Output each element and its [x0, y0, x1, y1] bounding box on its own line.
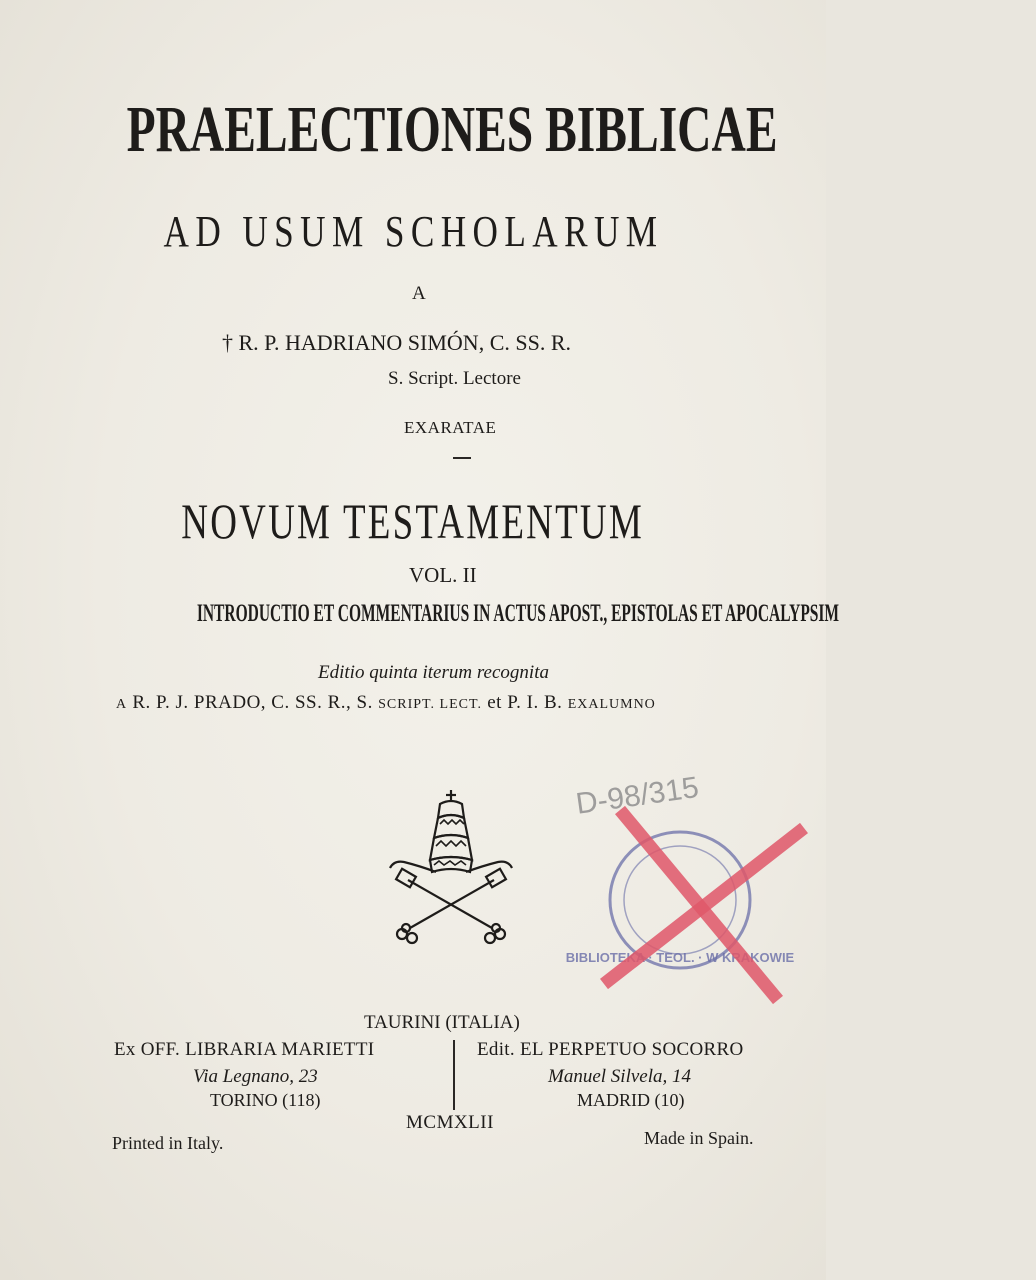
- editor-line: [116, 692, 656, 714]
- author-name: † R. P. HADRIANO SIMÓN, C. SS. R.: [222, 330, 572, 355]
- book-subtitle: AD USUM SCHOLARUM: [163, 207, 663, 256]
- imprint-year: MCMXLII: [406, 1112, 494, 1133]
- exaratae-line: EXARATAE: [404, 418, 497, 437]
- by-line: A: [412, 283, 426, 304]
- short-divider: [453, 457, 471, 459]
- address-right: Manuel Silvela, 14: [548, 1066, 691, 1087]
- publisher-left: Ex OFF. LIBRARIA MARIETTI: [114, 1039, 375, 1060]
- volume-number: VOL. II: [409, 563, 477, 587]
- stamp-text: BIBLIOTEKA · TEOL. · W KRAKOWIE: [565, 950, 795, 965]
- imprint-divider: [453, 1040, 455, 1110]
- section-title: NOVUM TESTAMENTUM: [181, 493, 645, 549]
- author-role: S. Script. Lectore: [388, 368, 521, 389]
- editor-prefix: A: [116, 697, 128, 712]
- editor-and: et P. I. B.: [487, 692, 563, 713]
- editor-script: SCRIPT. LECT.: [378, 697, 482, 712]
- edition-note: Editio quinta iterum recognita: [318, 662, 549, 683]
- editor-alumno: EXALUMNO: [567, 697, 656, 712]
- city-left: TORINO (118): [210, 1090, 321, 1110]
- address-left: Via Legnano, 23: [193, 1066, 318, 1087]
- city-right: MADRID (10): [577, 1090, 685, 1110]
- made-in: Made in Spain.: [644, 1128, 754, 1148]
- book-title: PRAELECTIONES BIBLICAE: [126, 93, 778, 166]
- editor-name: R. P. J. PRADO, C. SS. R., S.: [132, 692, 373, 713]
- imprint-city: TAURINI (ITALIA): [364, 1012, 520, 1033]
- shelf-mark: D-98/315: [573, 770, 701, 821]
- publisher-right: Edit. EL PERPETUO SOCORRO: [477, 1039, 744, 1060]
- printed-in: Printed in Italy.: [112, 1133, 224, 1153]
- contents-line: INTRODUCTIO ET COMMENTARIUS IN ACTUS APOST., EPISTOLAS ET APOCALYPSIM: [196, 600, 840, 627]
- papal-tiara-keys-icon: [384, 788, 518, 948]
- library-stamp-icon: [565, 770, 816, 1012]
